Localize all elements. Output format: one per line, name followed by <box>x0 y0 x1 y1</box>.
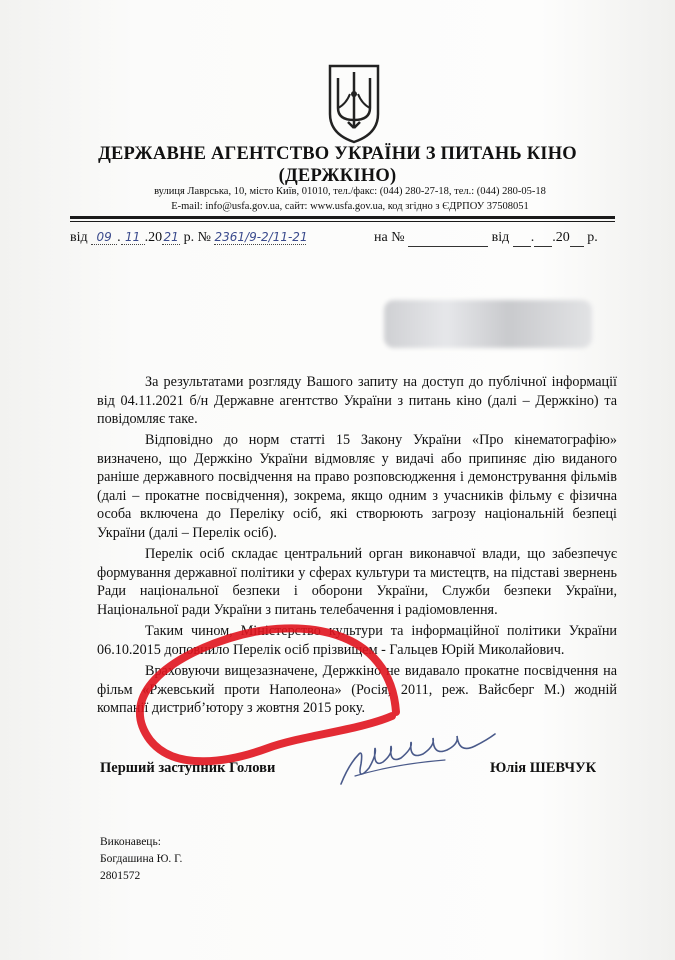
paragraph-law-article: Відповідно до норм статті 15 Закону України «Про кінематографію» визначено, що Держкіно України відмовляє у видачі або припиняє дію виданого раніше державного посвідчення на право розповсюдження і демонстрування фільмів (далі – прокатне посвідчення), зокрема, якщо одним з учасників фільму є фізична особа включена до Переліку осіб, які створюють загрозу національній безпеці України (далі – Перелік осіб). <box>97 432 617 541</box>
paragraph-list-of-persons: Перелік осіб складає центральний орган виконавчої влади, що забезпечує формування державної політики у сферах культури та мистецтв, на підставі звернень Ради національної безпеки і оборони України, Служби безпеки України, Національної ради України з питань телебачення і радіомовлення. <box>97 546 617 618</box>
executor-label: Виконавець: <box>100 836 161 848</box>
ref-number: 2361/9-2/11-21 <box>214 230 308 244</box>
executor-name: Богдашина Ю. Г. <box>100 853 183 865</box>
from-label: від <box>70 230 88 245</box>
redacted-addressee <box>384 300 592 348</box>
trident-coat-of-arms-icon <box>326 64 382 144</box>
handwritten-signature <box>335 724 505 796</box>
incoming-number-blank <box>408 230 488 247</box>
ref-year-prefix: .20 <box>144 230 163 245</box>
executor-phone: 2801572 <box>100 870 141 882</box>
signatory-name: Юлія ШЕВЧУК <box>490 760 597 776</box>
incoming-number-label: на № <box>374 230 405 245</box>
incoming-year-prefix: .20 <box>552 230 570 245</box>
signatory-title: Перший заступник Голови <box>100 760 276 776</box>
ref-number-label: р. № <box>183 230 211 245</box>
incoming-day-blank <box>513 230 531 247</box>
header-rule-thin <box>70 221 615 222</box>
incoming-suffix: р. <box>587 230 598 245</box>
incoming-from-label: від <box>491 230 510 245</box>
incoming-year-blank <box>570 230 584 247</box>
ref-month: 11 <box>121 230 145 245</box>
agency-name: ДЕРЖАВНЕ АГЕНТСТВО УКРАЇНИ З ПИТАНЬ КІНО <box>98 144 577 164</box>
header-rule-thick <box>70 216 615 219</box>
agency-abbreviation: (ДЕРЖКІНО) <box>278 166 397 186</box>
outgoing-reference: від 09 . 11 .2021 р. № 2361/9-2/11-21 <box>70 230 308 245</box>
incoming-reference: на № від . .20 р. <box>374 230 598 245</box>
paragraph-request: За результатами розгляду Вашого запиту на доступ до публічної інформації від 04.11.2021 б/н Державне агентство України з питань кіно (далі – Держкіно) та повідомляє таке. <box>97 374 617 428</box>
ref-year: 21 <box>163 230 179 244</box>
paragraph-conclusion: Враховуючи вищезазначене, Держкіно не видавало прокатне посвідчення на фільм «Ржевський проти Наполеона» (Росія, 2011, реж. Вайсберг М.) жодній компанії дистриб’ютору з жовтня 2015 року. <box>97 663 617 717</box>
ref-day: 09 <box>91 230 117 245</box>
agency-email-website: E-mail: info@usfa.gov.ua, сайт: www.usfa.gov.ua, код згідно з ЄДРПОУ 37508051 <box>171 201 529 212</box>
incoming-month-blank <box>534 230 552 247</box>
paragraph-ministry-decision: Таким чином, Міністерство культури та інформаційної політики України 06.10.2015 доповнило Перелік осіб прізвищем - Гальцев Юрій Миколайович. <box>97 623 617 658</box>
agency-address: вулиця Лаврська, 10, місто Київ, 01010, тел./факс: (044) 280-27-18, тел.: (044) 280-05-18 <box>154 186 546 197</box>
